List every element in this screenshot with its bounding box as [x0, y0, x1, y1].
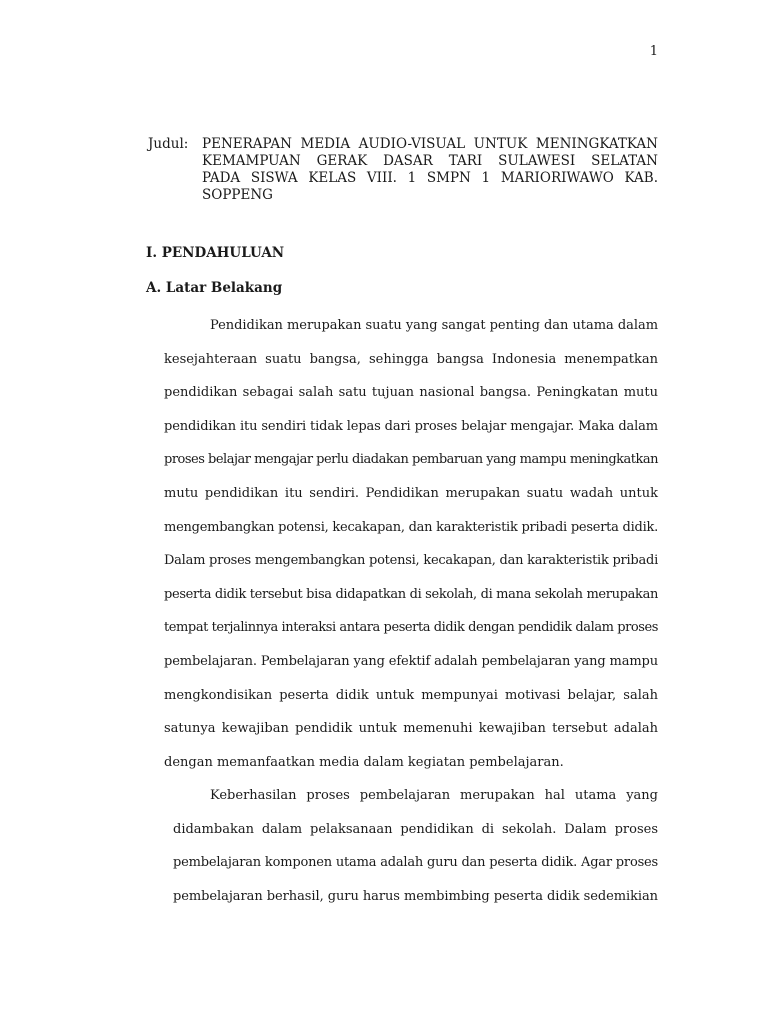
title-text: [202, 136, 658, 204]
title-line: PADA SISWA KELAS VIII. 1 SMPN 1 MARIORIWAWO KAB.: [202, 170, 658, 186]
paragraph-2: [173, 779, 658, 913]
title-line: KEMAMPUAN GERAK DASAR TARI SULAWESI SELATAN: [202, 153, 658, 169]
page-number: 1: [649, 44, 658, 59]
paragraph-line: pembelajaran komponen utama adalah guru dan peserta didik. Agar proses: [173, 855, 658, 871]
paragraph-line: pendidikan itu sendiri tidak lepas dari proses belajar mengajar. Maka dalam: [164, 418, 658, 434]
title-line: PENERAPAN MEDIA AUDIO-VISUAL UNTUK MENINGKATKAN: [202, 136, 658, 152]
chapter-heading: I. PENDAHULUAN: [146, 245, 285, 261]
paragraph-line: mutu pendidikan itu sendiri. Pendidikan merupakan suatu wadah untuk: [164, 485, 658, 501]
paragraph-1: [164, 309, 658, 779]
paragraph-line: pembelajaran berhasil, guru harus membimbing peserta didik sedemikian: [173, 888, 658, 904]
title-label: Judul:: [148, 136, 189, 152]
paragraph-line: tempat terjalinnya interaksi antara peserta didik dengan pendidik dalam proses: [164, 620, 658, 636]
paragraph-line: proses belajar mengajar perlu diadakan pembaruan yang mampu meningkatkan: [164, 452, 658, 468]
paragraph-line: Keberhasilan proses pembelajaran merupakan hal utama yang: [210, 788, 658, 803]
title-line: SOPPENG: [202, 187, 273, 203]
title-block: [148, 136, 658, 204]
paragraph-line: didambakan dalam pelaksanaan pendidikan di sekolah. Dalam proses: [173, 821, 658, 837]
section-heading: A. Latar Belakang: [146, 280, 283, 296]
paragraph-line: pembelajaran. Pembelajaran yang efektif adalah pembelajaran yang mampu: [164, 653, 658, 669]
paragraph-line: kesejahteraan suatu bangsa, sehingga bangsa Indonesia menempatkan: [164, 351, 658, 367]
paragraph-line: dengan memanfaatkan media dalam kegiatan pembelajaran.: [164, 754, 564, 770]
paragraph-line: mengembangkan potensi, kecakapan, dan karakteristik pribadi peserta didik.: [164, 519, 658, 535]
paragraph-line: pendidikan sebagai salah satu tujuan nasional bangsa. Peningkatan mutu: [164, 385, 658, 401]
paragraph-line: satunya kewajiban pendidik untuk memenuhi kewajiban tersebut adalah: [164, 721, 658, 737]
paragraph-line: Dalam proses mengembangkan potensi, kecakapan, dan karakteristik pribadi: [164, 553, 658, 569]
paragraph-line: peserta didik tersebut bisa didapatkan di sekolah, di mana sekolah merupakan: [164, 586, 658, 602]
paragraph-line: mengkondisikan peserta didik untuk mempunyai motivasi belajar, salah: [164, 687, 658, 703]
paragraph-line: Pendidikan merupakan suatu yang sangat penting dan utama dalam: [210, 318, 658, 333]
